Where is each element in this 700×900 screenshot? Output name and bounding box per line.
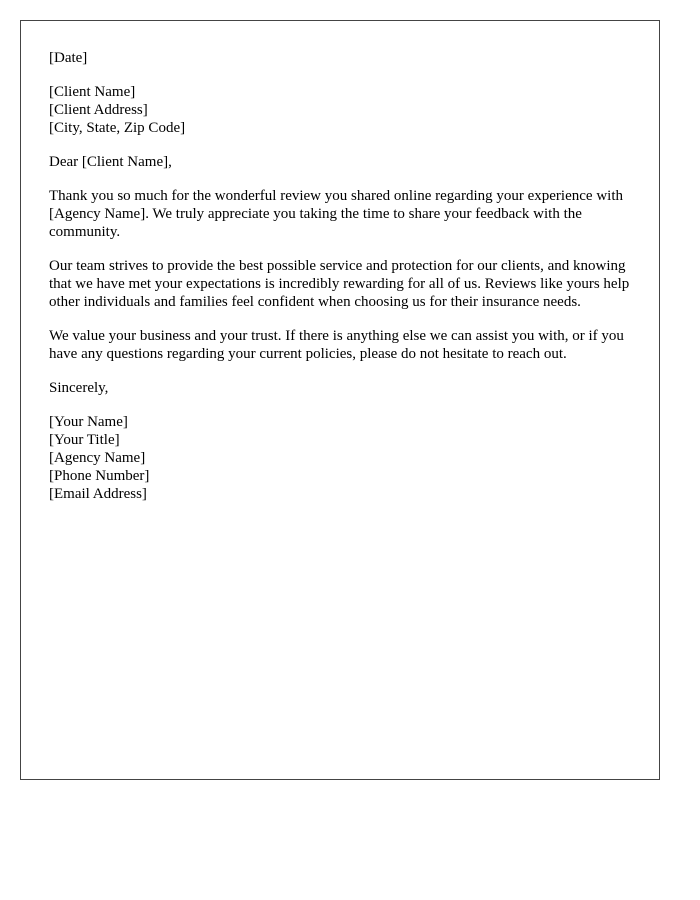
body-paragraph-2: Our team strives to provide the best possible service and protection for our clients, and knowing that we have met your expectations is incredibly rewarding for all of us. Reviews like yours help other individuals and families feel confident when choosing us for their insurance needs. [49,258,630,310]
body-paragraph-1: Thank you so much for the wonderful review you shared online regarding your experience with [Agency Name]. We truly appreciate you taking the time to share your feedback with the community. [49,188,623,240]
signature-email: [Email Address] [49,486,147,502]
signature-title: [Your Title] [49,432,120,448]
recipient-address-block [49,83,631,137]
signature-phone: [Phone Number] [49,468,150,484]
salutation: Dear [Client Name], [49,154,172,170]
recipient-city-state-zip: [City, State, Zip Code] [49,120,186,136]
signature-name: [Your Name] [49,414,128,430]
letter-document [20,20,660,780]
salutation-block [49,153,631,171]
recipient-name: [Client Name] [49,84,136,100]
body-paragraph-3: We value your business and your trust. If there is anything else we can assist you with, or if you have any questions regarding your current policies, please do not hesitate to reach out. [49,328,624,362]
letter-date: [Date] [49,50,88,66]
closing: Sincerely, [49,380,109,396]
recipient-address: [Client Address] [49,102,148,118]
signature-agency: [Agency Name] [49,450,146,466]
date-block [49,49,631,67]
signature-block [49,413,631,503]
closing-block [49,379,631,397]
